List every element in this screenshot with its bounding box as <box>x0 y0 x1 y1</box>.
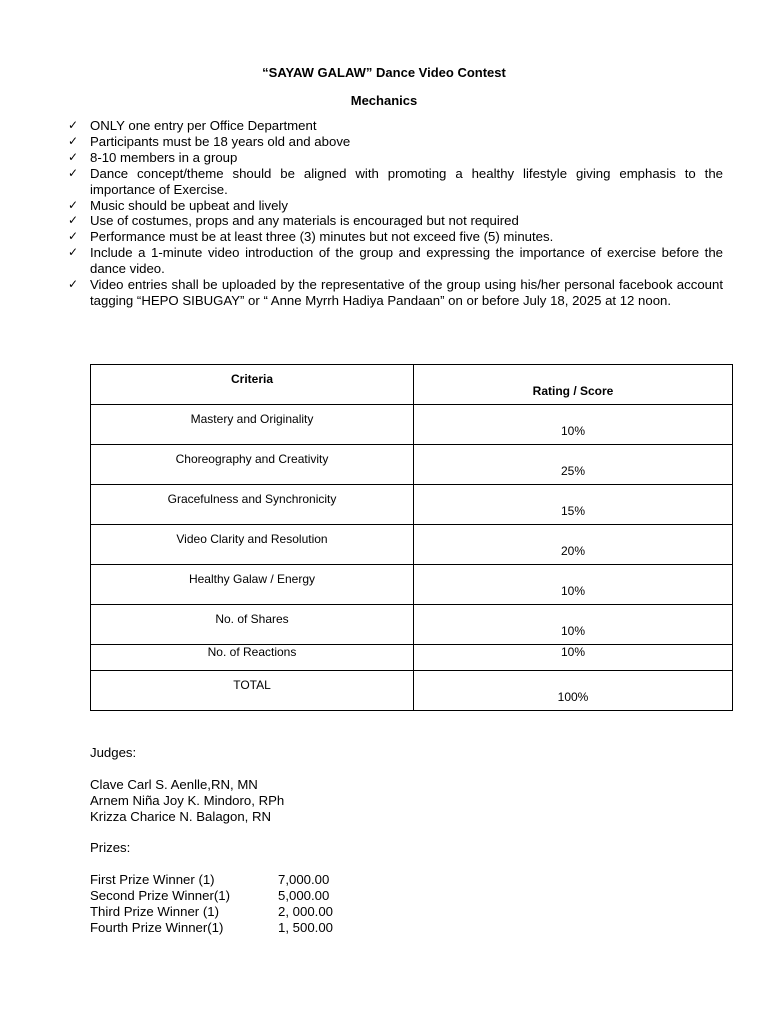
prize-name: Second Prize Winner(1) <box>90 888 230 903</box>
criteria-cell: Mastery and Originality <box>91 405 414 445</box>
table-row <box>91 605 733 645</box>
check-icon: ✓ <box>68 245 79 260</box>
prize-amount: 5,000.00 <box>278 888 330 903</box>
list-item-text: Use of costumes, props and any materials is encouraged but not required <box>90 213 519 229</box>
score-cell: 10% <box>414 565 733 605</box>
score-cell: 10% <box>414 405 733 445</box>
total-label-cell: TOTAL <box>91 671 414 711</box>
judges-label: Judges: <box>90 745 137 760</box>
prize-row <box>90 920 333 936</box>
prizes-label: Prizes: <box>90 840 131 855</box>
score-cell: 25% <box>414 445 733 485</box>
criteria-table <box>90 364 733 711</box>
list-item-text: Include a 1-minute video introduction of the group and expressing the importance of exercise before the dance video. <box>90 245 723 277</box>
list-item-text: Music should be upbeat and lively <box>90 197 288 213</box>
check-icon: ✓ <box>68 118 79 132</box>
prize-amount: 1, 500.00 <box>278 920 333 935</box>
criteria-cell: Video Clarity and Resolution <box>91 525 414 565</box>
table-row <box>91 565 733 605</box>
check-icon: ✓ <box>68 133 79 148</box>
prize-name: First Prize Winner (1) <box>90 872 215 887</box>
prize-name: Fourth Prize Winner(1) <box>90 920 224 935</box>
list-item <box>68 150 723 166</box>
check-icon: ✓ <box>68 165 79 180</box>
prize-row <box>90 872 333 888</box>
prize-amount: 7,000.00 <box>278 872 330 887</box>
list-item-text: 8-10 members in a group <box>90 149 238 165</box>
table-row <box>91 405 733 445</box>
list-item-text: Video entries shall be uploaded by the representative of the group using his/her personal facebook account tagging “HEPO SIBUGAY” or “ Anne Myrrh Hadiya Pandaan” on or before July 18, 2025 at 12 noon. <box>90 277 723 308</box>
check-icon: ✓ <box>68 213 79 228</box>
check-icon: ✓ <box>68 197 79 212</box>
list-item-text: Dance concept/theme should be aligned with promoting a healthy lifestyle giving emphasis to the importance of Exercise. <box>90 165 723 197</box>
table-header-row <box>91 365 733 405</box>
mechanics-list <box>68 118 723 309</box>
prize-row <box>90 888 333 904</box>
check-icon: ✓ <box>68 229 79 244</box>
prize-amount: 2, 000.00 <box>278 904 333 919</box>
criteria-cell: No. of Reactions <box>91 645 414 671</box>
list-item-text: Performance must be at least three (3) minutes but not exceed five (5) minutes. <box>90 229 554 245</box>
judge-name: Krizza Charice N. Balagon, RN <box>90 809 272 824</box>
score-cell: 10% <box>414 645 733 671</box>
criteria-cell: Choreography and Creativity <box>91 445 414 485</box>
list-item-text: Participants must be 18 years old and above <box>90 133 351 149</box>
column-header-criteria: Criteria <box>91 365 414 405</box>
list-item-text: ONLY one entry per Office Department <box>90 118 317 133</box>
score-cell: 20% <box>414 525 733 565</box>
list-item <box>68 245 723 277</box>
judge-name: Arnem Niña Joy K. Mindoro, RPh <box>90 793 285 808</box>
list-item <box>68 166 723 198</box>
list-item <box>68 277 723 309</box>
table-row <box>91 645 733 671</box>
prize-row <box>90 904 333 920</box>
criteria-cell: Healthy Galaw / Energy <box>91 565 414 605</box>
total-score-cell: 100% <box>414 671 733 711</box>
section-heading-mechanics: Mechanics <box>350 93 418 108</box>
list-item <box>68 213 723 229</box>
document-title: “SAYAW GALAW” Dance Video Contest <box>262 65 506 80</box>
list-item <box>68 198 723 214</box>
score-cell: 10% <box>414 605 733 645</box>
table-row <box>91 485 733 525</box>
prize-name: Third Prize Winner (1) <box>90 904 219 919</box>
criteria-cell: No. of Shares <box>91 605 414 645</box>
score-cell: 15% <box>414 485 733 525</box>
list-item <box>68 134 723 150</box>
table-row-total <box>91 671 733 711</box>
table-row <box>91 445 733 485</box>
list-item <box>68 118 723 134</box>
list-item <box>68 229 723 245</box>
table-row <box>91 525 733 565</box>
criteria-cell: Gracefulness and Synchronicity <box>91 485 414 525</box>
column-header-rating: Rating / Score <box>414 365 733 405</box>
prizes-list <box>90 872 333 936</box>
check-icon: ✓ <box>68 149 79 164</box>
judges-list <box>90 777 284 825</box>
judge-name: Clave Carl S. Aenlle,RN, MN <box>90 777 258 792</box>
check-icon: ✓ <box>68 277 79 292</box>
